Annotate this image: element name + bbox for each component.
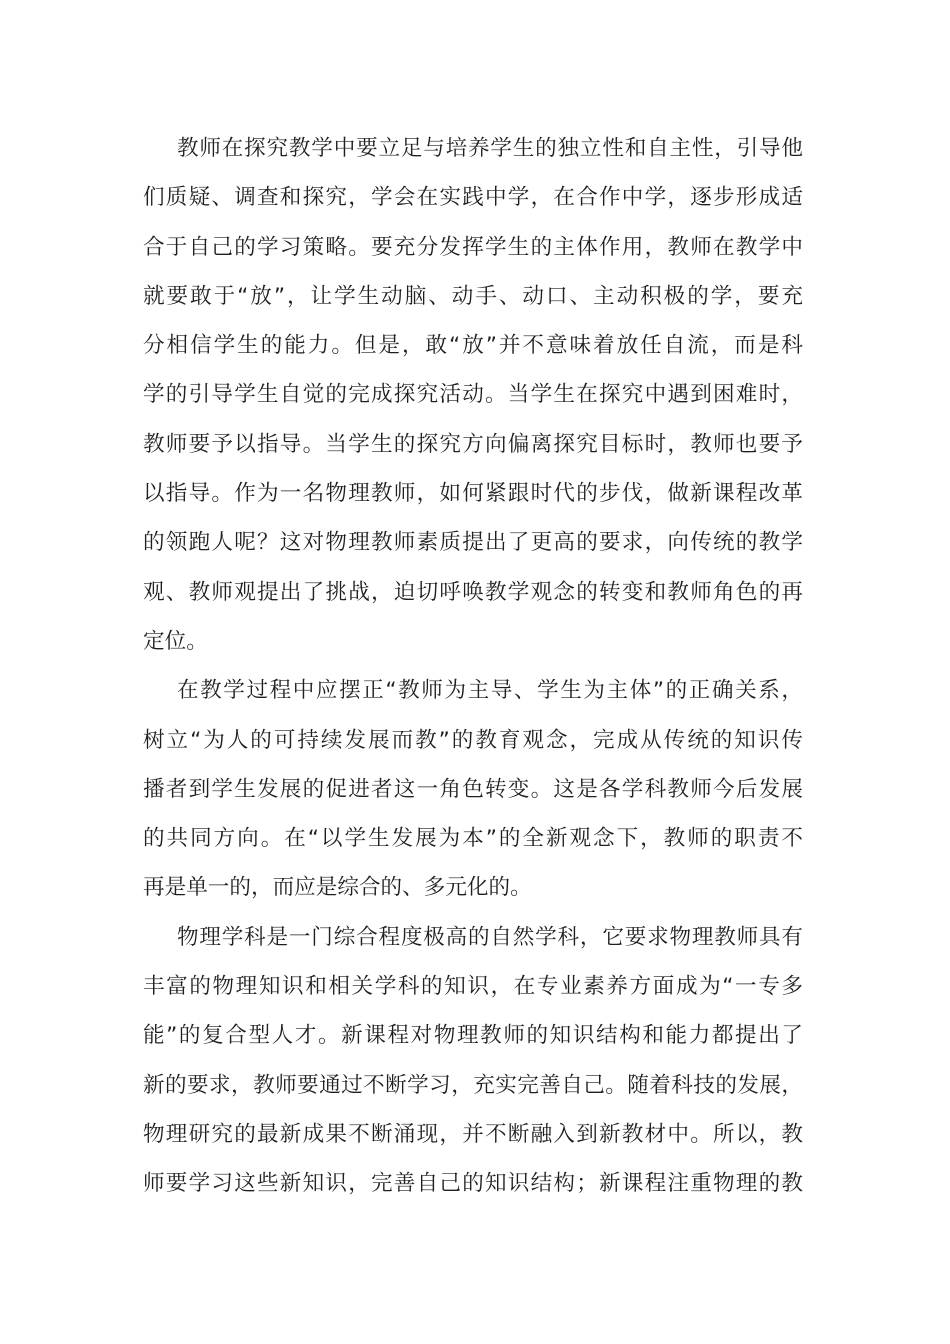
text-line: 物理学科是一门综合程度极高的自然学科，它要求物理教师具有 <box>177 924 803 950</box>
text-line: 在教学过程中应摆正“教师为主导、学生为主体”的正确关系， <box>177 678 803 704</box>
text-line: 合于自己的学习策略。要充分发挥学生的主体作用，教师在教学中 <box>143 234 803 260</box>
paragraph-2 <box>143 666 803 912</box>
text-line: 分相信学生的能力。但是，敢“放”并不意味着放任自流，而是科 <box>143 333 803 359</box>
text-line: 物理研究的最新成果不断涌现，并不断融入到新教材中。所以，教 <box>143 1121 803 1147</box>
text-line: 丰富的物理知识和相关学科的知识，在专业素养方面成为“一专多 <box>143 974 803 1000</box>
text-line: 师要学习这些新知识，完善自己的知识结构；新课程注重物理的教 <box>143 1171 803 1197</box>
text-line: 们质疑、调查和探究，学会在实践中学，在合作中学，逐步形成适 <box>143 185 803 211</box>
paragraph-1 <box>143 124 803 666</box>
paragraph-3 <box>143 913 803 1209</box>
text-line: 的领跑人呢？这对物理教师素质提出了更高的要求，向传统的教学 <box>143 530 803 556</box>
text-line: 的共同方向。在“以学生发展为本”的全新观念下，教师的职责不 <box>143 826 803 852</box>
text-line: 能”的复合型人才。新课程对物理教师的知识结构和能力都提出了 <box>143 1023 803 1049</box>
document-page <box>143 124 803 1209</box>
text-line: 树立“为人的可持续发展而教”的教育观念，完成从传统的知识传 <box>143 727 803 753</box>
text-line: 以指导。作为一名物理教师，如何紧跟时代的步伐，做新课程改革 <box>143 481 803 507</box>
text-line: 新的要求，教师要通过不断学习，充实完善自己。随着科技的发展， <box>143 1072 803 1098</box>
text-line: 再是单一的，而应是综合的、多元化的。 <box>143 875 532 901</box>
text-line: 播者到学生发展的促进者这一角色转变。这是各学科教师今后发展 <box>143 776 803 802</box>
text-line: 学的引导学生自觉的完成探究活动。当学生在探究中遇到困难时， <box>143 382 803 408</box>
text-line: 教师在探究教学中要立足与培养学生的独立性和自主性，引导他 <box>177 136 803 161</box>
text-line: 定位。 <box>143 628 208 654</box>
text-line: 教师要予以指导。当学生的探究方向偏离探究目标时，教师也要予 <box>143 431 803 457</box>
text-line: 就要敢于“放”，让学生动脑、动手、动口、主动积极的学，要充 <box>143 283 803 309</box>
text-line: 观、教师观提出了挑战，迫切呼唤教学观念的转变和教师角色的再 <box>143 579 803 605</box>
